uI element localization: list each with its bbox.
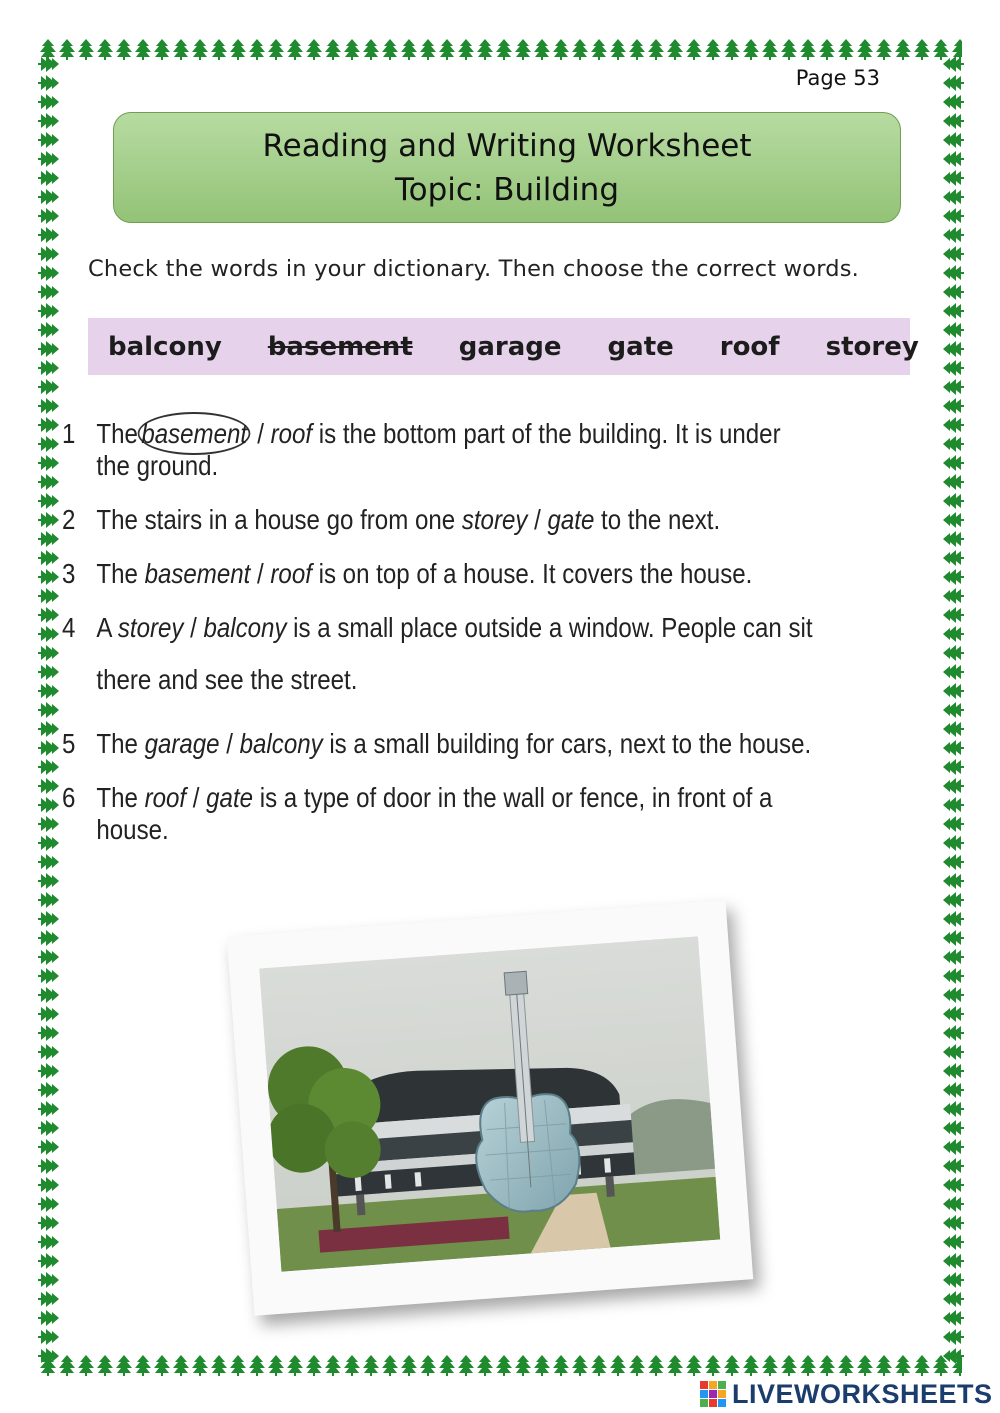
tree-icon bbox=[38, 1158, 59, 1174]
option-separator: / bbox=[186, 782, 207, 813]
tree-icon bbox=[743, 1355, 759, 1376]
tree-icon bbox=[800, 1355, 816, 1376]
liveworksheets-logo bbox=[700, 1378, 993, 1410]
question-number: 4 bbox=[62, 612, 76, 643]
tree-icon bbox=[78, 1355, 94, 1376]
tree-icon bbox=[38, 1025, 59, 1041]
tree-icon bbox=[762, 1355, 778, 1376]
tree-icon bbox=[38, 531, 59, 547]
tree-icon bbox=[943, 398, 964, 414]
tree-icon bbox=[943, 1006, 964, 1022]
question-text: The stairs in a house go from one bbox=[96, 504, 462, 535]
option-separator: / bbox=[527, 504, 548, 535]
tree-icon bbox=[496, 39, 512, 60]
tree-border-right bbox=[940, 40, 966, 1374]
tree-icon bbox=[943, 778, 964, 794]
word-bank-item: balcony bbox=[108, 331, 222, 362]
answer-option[interactable]: storey bbox=[461, 504, 528, 535]
tree-icon bbox=[943, 588, 964, 604]
tree-icon bbox=[268, 39, 284, 60]
tree-icon bbox=[943, 835, 964, 851]
tree-icon bbox=[943, 797, 964, 813]
tree-icon bbox=[743, 39, 759, 60]
option-separator: / bbox=[219, 728, 240, 759]
tree-icon bbox=[38, 189, 59, 205]
tree-icon bbox=[38, 1215, 59, 1231]
question-6 bbox=[62, 782, 819, 846]
tree-icon bbox=[38, 398, 59, 414]
tree-icon bbox=[306, 39, 322, 60]
tree-icon bbox=[572, 39, 588, 60]
tree-icon bbox=[420, 1355, 436, 1376]
tree-icon bbox=[363, 39, 379, 60]
tree-icon bbox=[515, 39, 531, 60]
answer-option[interactable]: garage bbox=[144, 728, 220, 759]
tree-icon bbox=[876, 39, 892, 60]
tree-icon bbox=[192, 1355, 208, 1376]
tree-icon bbox=[38, 835, 59, 851]
tree-icon bbox=[943, 474, 964, 490]
tree-icon bbox=[325, 1355, 341, 1376]
tree-icon bbox=[38, 1177, 59, 1193]
tree-icon bbox=[943, 246, 964, 262]
tree-icon bbox=[943, 1253, 964, 1269]
tree-icon bbox=[819, 1355, 835, 1376]
question-text: The bbox=[96, 558, 145, 589]
tree-icon bbox=[38, 854, 59, 870]
tree-icon bbox=[38, 1139, 59, 1155]
tree-icon bbox=[38, 455, 59, 471]
tree-icon bbox=[38, 436, 59, 452]
tree-icon bbox=[38, 1329, 59, 1345]
tree-icon bbox=[914, 1355, 930, 1376]
tree-icon bbox=[173, 1355, 189, 1376]
tree-icon bbox=[943, 816, 964, 832]
question-number: 2 bbox=[62, 504, 76, 535]
piano-guitar-building-image bbox=[259, 936, 720, 1271]
tree-icon bbox=[38, 56, 59, 72]
tree-icon bbox=[943, 1348, 964, 1364]
tree-icon bbox=[943, 1291, 964, 1307]
tree-icon bbox=[705, 1355, 721, 1376]
tree-icon bbox=[38, 208, 59, 224]
tree-icon bbox=[211, 39, 227, 60]
tree-icon bbox=[667, 1355, 683, 1376]
answer-option[interactable]: basement bbox=[144, 558, 251, 589]
tree-icon bbox=[914, 39, 930, 60]
answer-option[interactable]: balcony bbox=[239, 728, 323, 759]
tree-icon bbox=[420, 39, 436, 60]
tree-icon bbox=[116, 39, 132, 60]
worksheet-topic: Topic: Building bbox=[394, 171, 620, 208]
tree-icon bbox=[344, 1355, 360, 1376]
tree-icon bbox=[943, 664, 964, 680]
tree-icon bbox=[724, 39, 740, 60]
tree-icon bbox=[306, 1355, 322, 1376]
tree-icon bbox=[38, 702, 59, 718]
tree-icon bbox=[325, 39, 341, 60]
tree-icon bbox=[38, 170, 59, 186]
tree-icon bbox=[135, 1355, 151, 1376]
tree-icon bbox=[38, 1120, 59, 1136]
tree-icon bbox=[705, 39, 721, 60]
tree-icon bbox=[477, 39, 493, 60]
tree-icon bbox=[382, 39, 398, 60]
tree-icon bbox=[943, 1063, 964, 1079]
tree-icon bbox=[943, 151, 964, 167]
tree-icon bbox=[268, 1355, 284, 1376]
tree-icon bbox=[943, 759, 964, 775]
tree-icon bbox=[943, 417, 964, 433]
answer-option[interactable]: roof bbox=[270, 418, 313, 449]
instruction-text: Check the words in your dictionary. Then choose the correct words. bbox=[88, 256, 860, 282]
tree-icon bbox=[781, 1355, 797, 1376]
word-bank-item: garage bbox=[458, 331, 562, 362]
question-text: The bbox=[96, 782, 145, 813]
tree-icon bbox=[116, 1355, 132, 1376]
tree-icon bbox=[943, 702, 964, 718]
tree-icon bbox=[38, 1196, 59, 1212]
page-number: Page 53 bbox=[795, 66, 880, 90]
tree-icon bbox=[173, 39, 189, 60]
tree-icon bbox=[943, 189, 964, 205]
tree-icon bbox=[943, 56, 964, 72]
tree-icon bbox=[38, 797, 59, 813]
tree-icon bbox=[38, 341, 59, 357]
tree-icon bbox=[38, 379, 59, 395]
tree-icon bbox=[895, 1355, 911, 1376]
tree-icon bbox=[38, 892, 59, 908]
building-photo bbox=[227, 900, 753, 1316]
tree-icon bbox=[943, 550, 964, 566]
tree-icon bbox=[943, 379, 964, 395]
tree-icon bbox=[572, 1355, 588, 1376]
tree-icon bbox=[781, 39, 797, 60]
tree-icon bbox=[230, 1355, 246, 1376]
question-text: to the next. bbox=[594, 504, 721, 535]
tree-icon bbox=[943, 265, 964, 281]
tree-icon bbox=[943, 607, 964, 623]
tree-icon bbox=[857, 39, 873, 60]
tree-icon bbox=[439, 1355, 455, 1376]
tree-icon bbox=[686, 39, 702, 60]
tree-icon bbox=[154, 1355, 170, 1376]
question-2 bbox=[62, 504, 819, 536]
tree-icon bbox=[38, 265, 59, 281]
tree-icon bbox=[38, 759, 59, 775]
tree-icon bbox=[553, 39, 569, 60]
tree-icon bbox=[496, 1355, 512, 1376]
tree-icon bbox=[38, 873, 59, 889]
tree-icon bbox=[943, 322, 964, 338]
answer-option[interactable]: roof bbox=[270, 558, 312, 589]
worksheet-title: Reading and Writing Worksheet bbox=[262, 127, 752, 164]
tree-icon bbox=[534, 1355, 550, 1376]
tree-icon bbox=[943, 1101, 964, 1117]
tree-icon bbox=[97, 1355, 113, 1376]
tree-icon bbox=[363, 1355, 379, 1376]
tree-icon bbox=[943, 531, 964, 547]
word-bank-item-struck: basement bbox=[267, 331, 413, 362]
answer-option[interactable]: gate bbox=[547, 504, 595, 535]
tree-icon bbox=[943, 987, 964, 1003]
tree-icon bbox=[382, 1355, 398, 1376]
tree-icon bbox=[38, 246, 59, 262]
tree-icon bbox=[38, 132, 59, 148]
tree-icon bbox=[439, 39, 455, 60]
question-5 bbox=[62, 728, 819, 760]
tree-icon bbox=[629, 1355, 645, 1376]
tree-icon bbox=[38, 721, 59, 737]
question-text: is on top of a house. It covers the house. bbox=[311, 558, 753, 589]
question-list bbox=[62, 418, 819, 868]
tree-icon bbox=[648, 39, 664, 60]
tree-icon bbox=[38, 968, 59, 984]
tree-icon bbox=[648, 1355, 664, 1376]
tree-icon bbox=[38, 474, 59, 490]
tree-icon bbox=[287, 1355, 303, 1376]
logo-grid-icon bbox=[700, 1381, 726, 1407]
tree-icon bbox=[943, 341, 964, 357]
tree-icon bbox=[943, 1329, 964, 1345]
tree-icon bbox=[943, 721, 964, 737]
tree-icon bbox=[38, 360, 59, 376]
tree-icon bbox=[762, 39, 778, 60]
tree-icon bbox=[838, 39, 854, 60]
logo-text: LIVEWORKSHEETS bbox=[732, 1378, 993, 1409]
answer-option-selected[interactable]: basement bbox=[138, 412, 251, 455]
tree-icon bbox=[211, 1355, 227, 1376]
tree-icon bbox=[401, 39, 417, 60]
tree-icon bbox=[38, 1063, 59, 1079]
tree-icon bbox=[38, 1253, 59, 1269]
tree-icon bbox=[943, 113, 964, 129]
tree-icon bbox=[591, 1355, 607, 1376]
tree-icon bbox=[344, 39, 360, 60]
question-text: is a small place outside a window. People can sit there and see the street. bbox=[96, 612, 813, 695]
tree-icon bbox=[38, 569, 59, 585]
tree-icon bbox=[534, 39, 550, 60]
tree-icon bbox=[610, 1355, 626, 1376]
tree-icon bbox=[38, 1006, 59, 1022]
tree-icon bbox=[38, 94, 59, 110]
question-number: 5 bbox=[62, 728, 76, 759]
tree-icon bbox=[943, 968, 964, 984]
question-text: The bbox=[96, 728, 145, 759]
question-text: The bbox=[96, 418, 138, 449]
tree-icon bbox=[38, 227, 59, 243]
tree-icon bbox=[943, 626, 964, 642]
tree-icon bbox=[38, 588, 59, 604]
answer-option[interactable]: storey bbox=[117, 612, 184, 643]
tree-icon bbox=[38, 607, 59, 623]
tree-icon bbox=[667, 39, 683, 60]
tree-icon bbox=[943, 854, 964, 870]
tree-icon bbox=[943, 892, 964, 908]
tree-icon bbox=[135, 39, 151, 60]
tree-icon bbox=[38, 322, 59, 338]
tree-icon bbox=[943, 1310, 964, 1326]
tree-icon bbox=[943, 360, 964, 376]
answer-option[interactable]: balcony bbox=[203, 612, 287, 643]
tree-icon bbox=[38, 75, 59, 91]
question-1 bbox=[62, 418, 819, 482]
tree-icon bbox=[819, 39, 835, 60]
tree-icon bbox=[38, 664, 59, 680]
tree-icon bbox=[38, 645, 59, 661]
tree-border-top bbox=[38, 36, 962, 62]
tree-icon bbox=[78, 39, 94, 60]
option-separator: / bbox=[183, 612, 204, 643]
tree-icon bbox=[943, 1234, 964, 1250]
tree-icon bbox=[943, 1025, 964, 1041]
tree-icon bbox=[943, 1177, 964, 1193]
tree-icon bbox=[38, 303, 59, 319]
tree-icon bbox=[943, 1044, 964, 1060]
tree-icon bbox=[943, 512, 964, 528]
tree-icon bbox=[943, 911, 964, 927]
tree-icon bbox=[943, 683, 964, 699]
tree-icon bbox=[610, 39, 626, 60]
tree-icon bbox=[38, 1291, 59, 1307]
question-4 bbox=[62, 612, 819, 706]
tree-icon bbox=[943, 873, 964, 889]
tree-icon bbox=[515, 1355, 531, 1376]
tree-icon bbox=[97, 39, 113, 60]
question-text: A bbox=[96, 612, 118, 643]
question-text: is a type of door in the wall or fence, in front of a house. bbox=[96, 782, 773, 845]
tree-icon bbox=[38, 1044, 59, 1060]
tree-icon bbox=[838, 1355, 854, 1376]
tree-icon bbox=[943, 930, 964, 946]
tree-icon bbox=[230, 39, 246, 60]
tree-icon bbox=[38, 626, 59, 642]
tree-icon bbox=[38, 512, 59, 528]
tree-icon bbox=[287, 39, 303, 60]
word-bank bbox=[88, 318, 919, 375]
answer-option[interactable]: gate bbox=[206, 782, 254, 813]
tree-icon bbox=[943, 170, 964, 186]
tree-icon bbox=[38, 113, 59, 129]
tree-icon bbox=[943, 1158, 964, 1174]
tree-icon bbox=[38, 683, 59, 699]
tree-icon bbox=[38, 1348, 59, 1364]
question-text: is the bottom part of the building. It is under the ground. bbox=[96, 418, 781, 481]
option-separator: / bbox=[250, 418, 271, 449]
tree-icon bbox=[943, 740, 964, 756]
tree-border-left bbox=[36, 40, 62, 1374]
tree-icon bbox=[38, 493, 59, 509]
tree-icon bbox=[38, 930, 59, 946]
tree-icon bbox=[724, 1355, 740, 1376]
tree-icon bbox=[686, 1355, 702, 1376]
word-bank-item: gate bbox=[607, 331, 674, 362]
tree-icon bbox=[154, 39, 170, 60]
tree-icon bbox=[553, 1355, 569, 1376]
tree-icon bbox=[249, 1355, 265, 1376]
tree-icon bbox=[38, 1234, 59, 1250]
tree-icon bbox=[943, 227, 964, 243]
tree-icon bbox=[943, 1139, 964, 1155]
tree-border-bottom bbox=[38, 1352, 962, 1378]
tree-icon bbox=[38, 151, 59, 167]
option-separator: / bbox=[250, 558, 271, 589]
tree-icon bbox=[943, 1272, 964, 1288]
tree-icon bbox=[943, 949, 964, 965]
tree-icon bbox=[943, 1196, 964, 1212]
tree-icon bbox=[458, 1355, 474, 1376]
tree-icon bbox=[192, 39, 208, 60]
tree-icon bbox=[943, 94, 964, 110]
tree-icon bbox=[943, 1082, 964, 1098]
tree-icon bbox=[943, 1215, 964, 1231]
tree-icon bbox=[943, 455, 964, 471]
tree-icon bbox=[38, 1082, 59, 1098]
tree-icon bbox=[38, 816, 59, 832]
tree-icon bbox=[943, 75, 964, 91]
tree-icon bbox=[943, 569, 964, 585]
tree-icon bbox=[477, 1355, 493, 1376]
question-number: 3 bbox=[62, 558, 76, 589]
tree-icon bbox=[895, 39, 911, 60]
word-bank-item: roof bbox=[719, 331, 780, 362]
question-text: is a small building for cars, next to the house. bbox=[322, 728, 812, 759]
tree-icon bbox=[38, 987, 59, 1003]
tree-icon bbox=[876, 1355, 892, 1376]
tree-icon bbox=[458, 39, 474, 60]
tree-icon bbox=[38, 550, 59, 566]
tree-icon bbox=[943, 132, 964, 148]
tree-icon bbox=[38, 911, 59, 927]
tree-icon bbox=[38, 1272, 59, 1288]
tree-icon bbox=[800, 39, 816, 60]
tree-icon bbox=[591, 39, 607, 60]
tree-icon bbox=[38, 740, 59, 756]
tree-icon bbox=[38, 417, 59, 433]
tree-icon bbox=[38, 778, 59, 794]
tree-icon bbox=[943, 303, 964, 319]
question-number: 1 bbox=[62, 418, 76, 449]
tree-icon bbox=[943, 645, 964, 661]
word-bank-item: storey bbox=[825, 331, 919, 362]
question-number: 6 bbox=[62, 782, 76, 813]
tree-icon bbox=[943, 1120, 964, 1136]
tree-icon bbox=[629, 39, 645, 60]
tree-icon bbox=[857, 1355, 873, 1376]
tree-icon bbox=[249, 39, 265, 60]
tree-icon bbox=[38, 284, 59, 300]
tree-icon bbox=[38, 1310, 59, 1326]
tree-icon bbox=[943, 493, 964, 509]
tree-icon bbox=[38, 1101, 59, 1117]
tree-icon bbox=[38, 949, 59, 965]
question-3 bbox=[62, 558, 819, 590]
tree-icon bbox=[943, 436, 964, 452]
title-banner bbox=[113, 112, 901, 223]
tree-icon bbox=[943, 284, 964, 300]
tree-icon bbox=[401, 1355, 417, 1376]
answer-option[interactable]: roof bbox=[144, 782, 187, 813]
tree-icon bbox=[943, 208, 964, 224]
